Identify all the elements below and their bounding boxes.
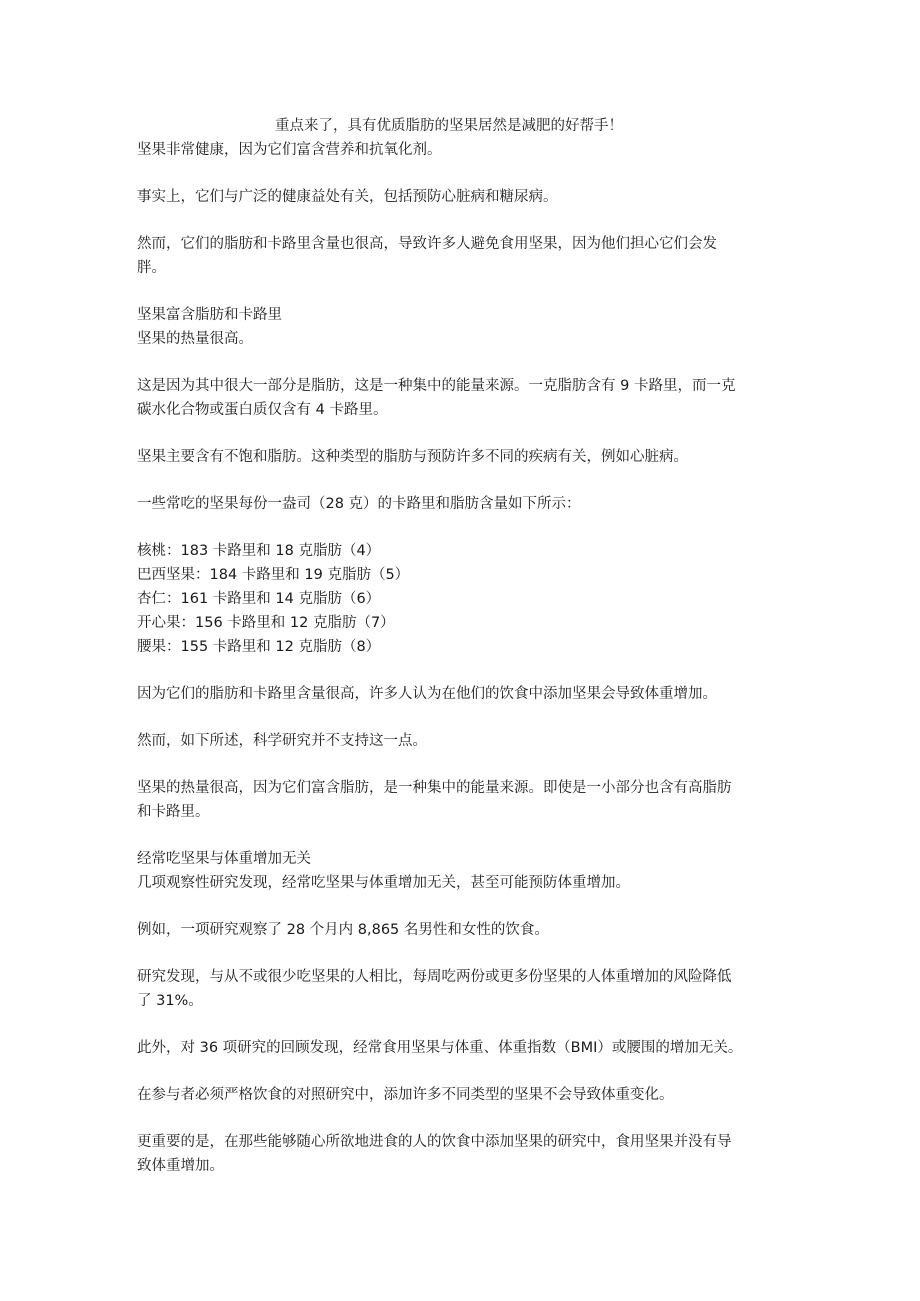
paragraph-review-36-studies: 此外，对 36 项研究的回顾发现，经常食用坚果与体重、体重指数（BMI）或腰围的增加无关。 [137,1040,743,1056]
paragraph-free-eating-line2: 致体重增加。 [137,1158,224,1174]
paragraph-spacer [137,280,777,303]
paragraph-spacer [137,516,777,539]
paragraph-science-not-support: 然而，如下所述，科学研究并不支持这一点。 [137,733,427,749]
paragraph-weight-belief: 因为它们的脂肪和卡路里含量很高，许多人认为在他们的饮食中添加坚果会导致体重增加。 [137,686,717,702]
paragraph-list-intro: 一些常吃的坚果每份一盎司（28 克）的卡路里和脂肪含量如下所示： [137,496,581,512]
paragraph-spacer [137,1013,777,1036]
section-heading-no-weight-gain: 经常吃坚果与体重增加无关 [137,851,311,867]
paragraph-intro: 坚果非常健康，因为它们富含营养和抗氧化剂。 [137,142,442,158]
paragraph-unsaturated-fat: 坚果主要含有不饱和脂肪。这种类型的脂肪与预防许多不同的疾病有关，例如心脏病。 [137,449,688,465]
paragraph-spacer [137,209,777,232]
paragraph-fat-concern-line2: 胖。 [137,260,166,276]
list-item-pistachio: 开心果：156 卡路里和 12 克脂肪（7） [137,615,395,631]
paragraph-spacer [137,753,777,776]
paragraph-risk-reduction-line2: 了 31%。 [137,993,203,1009]
paragraph-spacer [137,469,777,492]
paragraph-spacer [137,706,777,729]
paragraph-spacer [137,422,777,445]
paragraph-study-example: 例如，一项研究观察了 28 个月内 8,865 名男性和女性的饮食。 [137,922,549,938]
paragraph-summary-line1: 坚果的热量很高，因为它们富含脂肪，是一种集中的能量来源。即使是一小部分也含有高脂肪 [137,780,732,796]
list-item-almond: 杏仁：161 卡路里和 14 克脂肪（6） [137,591,381,607]
paragraph-summary-line2: 和卡路里。 [137,804,210,820]
paragraph-spacer [137,1107,777,1130]
paragraph-observational-studies: 几项观察性研究发现，经常吃坚果与体重增加无关，甚至可能预防体重增加。 [137,875,630,891]
paragraph-spacer [137,351,777,374]
list-item-cashew: 腰果：155 卡路里和 12 克脂肪（8） [137,639,381,655]
paragraph-energy-line2: 碳水化合物或蛋白质仅含有 4 卡路里。 [137,402,388,418]
paragraph-spacer [137,895,777,918]
paragraph-free-eating-line1: 更重要的是，在那些能够随心所欲地进食的人的饮食中添加坚果的研究中，食用坚果并没有导 [137,1134,732,1150]
paragraph-spacer [137,824,777,847]
paragraph-spacer [137,1060,777,1083]
document-page [137,114,777,1178]
list-item-brazil-nut: 巴西坚果：184 卡路里和 19 克脂肪（5） [137,567,410,583]
paragraph-spacer [137,162,777,185]
list-item-walnut: 核桃：183 卡路里和 18 克脂肪（4） [137,543,381,559]
paragraph-risk-reduction-line1: 研究发现，与从不或很少吃坚果的人相比，每周吃两份或更多份坚果的人体重增加的风险降低 [137,969,732,985]
paragraph-health-benefits: 事实上，它们与广泛的健康益处有关，包括预防心脏病和糖尿病。 [137,189,558,205]
document-title: 重点来了，具有优质脂肪的坚果居然是减肥的好帮手！ [275,118,623,134]
paragraph-spacer [137,659,777,682]
paragraph-energy-line1: 这是因为其中很大一部分是脂肪，这是一种集中的能量来源。一克脂肪含有 9 卡路里，而一克 [137,378,736,394]
paragraph-high-calorie: 坚果的热量很高。 [137,331,253,347]
section-heading-fat-calories: 坚果富含脂肪和卡路里 [137,307,282,323]
paragraph-controlled-studies: 在参与者必须严格饮食的对照研究中，添加许多不同类型的坚果不会导致体重变化。 [137,1087,674,1103]
paragraph-fat-concern-line1: 然而，它们的脂肪和卡路里含量也很高，导致许多人避免食用坚果，因为他们担心它们会发 [137,236,717,252]
paragraph-spacer [137,942,777,965]
